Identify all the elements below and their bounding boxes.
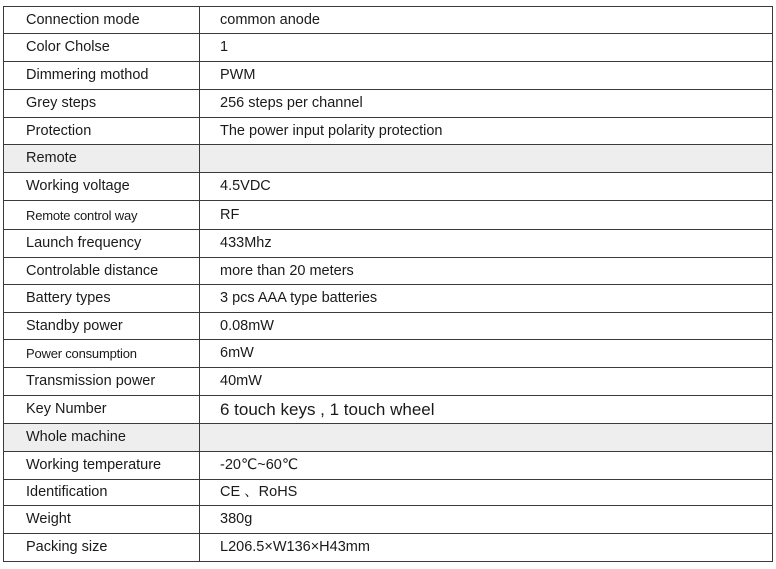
spec-value: 1	[200, 34, 773, 62]
spec-value: 0.08mW	[200, 313, 773, 340]
spec-label: Connection mode	[4, 7, 200, 34]
spec-label: Power consumption	[4, 340, 200, 368]
spec-row	[4, 173, 773, 201]
section-title: Remote	[4, 145, 200, 173]
spec-row	[4, 452, 773, 480]
spec-value: 380g	[200, 506, 773, 534]
section-spacer	[200, 145, 773, 173]
spec-label: Controlable distance	[4, 258, 200, 285]
spec-value: common anode	[200, 7, 773, 34]
section-row	[4, 424, 773, 452]
spec-label: Transmission power	[4, 368, 200, 396]
spec-label: Battery types	[4, 285, 200, 313]
section-row	[4, 145, 773, 173]
spec-row	[4, 230, 773, 258]
spec-value: 40mW	[200, 368, 773, 396]
spec-label: Remote control way	[4, 201, 200, 230]
spec-row	[4, 313, 773, 340]
spec-label: Grey steps	[4, 90, 200, 118]
spec-value: 4.5VDC	[200, 173, 773, 201]
spec-value: 433Mhz	[200, 230, 773, 258]
spec-label: Launch frequency	[4, 230, 200, 258]
spec-value: PWM	[200, 62, 773, 90]
spec-value: -20℃~60℃	[200, 452, 773, 480]
spec-value: more than 20 meters	[200, 258, 773, 285]
spec-label: Working temperature	[4, 452, 200, 480]
spec-label: Packing size	[4, 534, 200, 562]
spec-label: Weight	[4, 506, 200, 534]
section-title: Whole machine	[4, 424, 200, 452]
spec-value: L206.5×W136×H43mm	[200, 534, 773, 562]
section-spacer	[200, 424, 773, 452]
spec-label: Color Cholse	[4, 34, 200, 62]
spec-row	[4, 506, 773, 534]
spec-table	[3, 6, 773, 562]
spec-value: 6 touch keys , 1 touch wheel	[200, 396, 773, 424]
spec-value: 256 steps per channel	[200, 90, 773, 118]
spec-label: Standby power	[4, 313, 200, 340]
spec-row	[4, 480, 773, 506]
spec-row	[4, 285, 773, 313]
spec-value: The power input polarity protection	[200, 118, 773, 145]
spec-row	[4, 368, 773, 396]
spec-value: CE 、RoHS	[200, 480, 773, 506]
spec-row	[4, 396, 773, 424]
spec-label: Dimmering mothod	[4, 62, 200, 90]
spec-label: Protection	[4, 118, 200, 145]
spec-row	[4, 118, 773, 145]
spec-value: 3 pcs AAA type batteries	[200, 285, 773, 313]
spec-row	[4, 34, 773, 62]
spec-label: Key Number	[4, 396, 200, 424]
spec-row	[4, 258, 773, 285]
spec-label: Identification	[4, 480, 200, 506]
spec-row	[4, 534, 773, 562]
spec-row	[4, 340, 773, 368]
spec-row	[4, 90, 773, 118]
spec-row	[4, 7, 773, 34]
spec-row	[4, 201, 773, 230]
spec-row	[4, 62, 773, 90]
spec-label: Working voltage	[4, 173, 200, 201]
spec-value: 6mW	[200, 340, 773, 368]
spec-value: RF	[200, 201, 773, 230]
spec-table-body	[4, 7, 773, 562]
